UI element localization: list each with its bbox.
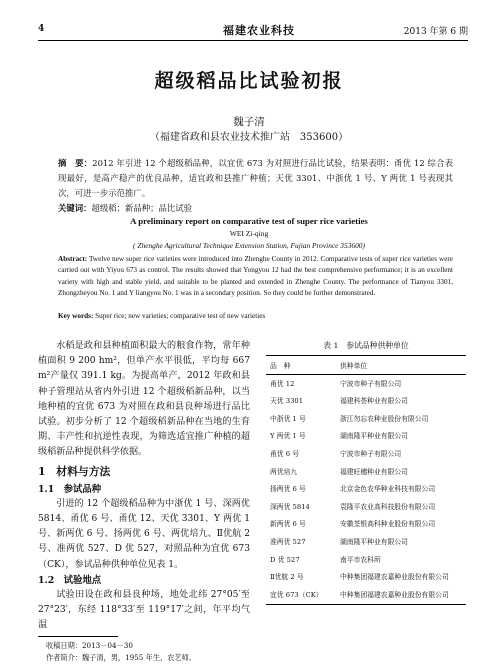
table-cell-variety: 甬优 6 号 — [270, 449, 300, 458]
table-row — [266, 393, 466, 411]
footnote — [46, 640, 196, 664]
test-site-paragraph: 试验田设在政和县良种场，地处北纬 27°05′至 27°23′，东经 118°33′至 119°17′之间，年平均气温 — [38, 590, 250, 631]
table-cell-variety: 宜优 673（CK） — [266, 586, 336, 604]
footnote-received-date: 收稿日期：2013－04－30 — [46, 641, 133, 650]
table-cell-supplier: 福建科荟种业有限公司 — [340, 397, 408, 406]
table-row — [266, 410, 466, 428]
keywords-cn — [58, 202, 453, 214]
english-abstract — [58, 254, 453, 300]
table-cell-supplier: 袁隆平农业高科技股份有限公司 — [340, 502, 436, 511]
table-cell-variety: 深两优 5814 — [270, 502, 310, 511]
table-row — [266, 516, 466, 534]
table-cell-supplier: 北京金色农华种业科技有限公司 — [340, 485, 436, 494]
table-cell-variety: 新两优 6 号 — [270, 520, 306, 529]
table-caption: 表 1 参试品种供种单位 — [323, 341, 409, 350]
author-name: 魏子清 — [233, 116, 265, 128]
table-cell-supplier: 安徽荃银高科种业股份有限公司 — [340, 520, 436, 529]
body-column-left — [38, 339, 250, 634]
table-cell-supplier: 福建旺穗种业有限公司 — [340, 467, 408, 476]
table-row — [266, 428, 466, 446]
table-cell-supplier: 湖南隆平种业有限公司 — [340, 432, 408, 441]
table-cell-variety: 天优 3301 — [270, 397, 304, 406]
table-row — [266, 551, 466, 569]
table-row — [266, 463, 466, 481]
table-cell-supplier: 宁波市种子有限公司 — [340, 449, 402, 458]
table-cell-variety: Ⅱ优航 2 号 — [270, 573, 304, 582]
footnote-author-info: 作者简介：魏子清，男，1955 年生，农艺师。 — [46, 653, 196, 662]
footnote-rule — [38, 636, 118, 637]
intro-paragraph: 水稻是政和县种植面积最大的粮食作物，常年种植面积 9 200 hm²，但单产水平很低，平均每 667 m²产量仅 391.1 kg。为提高单产，2012 年政和县种子管理站从省内外引进 12 个超级稻新品种，以当地种植的宜优 673 为对照在政和县良种场进行品比试验。初步分析了 12 个超级稻新品种在当地的生育期、丰产性和抗逆性表现，为筛选适宜推广种植的超级稻新品种提供科学依据。 — [38, 341, 250, 458]
keywords-cn-text: 超级稻；新品种；品比试验 — [91, 203, 192, 213]
section-heading-materials-methods: 1 材料与方法 — [38, 464, 111, 478]
supplier-table — [266, 355, 466, 605]
table-row — [266, 533, 466, 551]
english-keywords-text: Super rice; new varieties; comparative test of new varieties — [93, 312, 266, 320]
table-row — [266, 375, 466, 393]
table-row — [266, 481, 466, 499]
author-affiliation: （福建省政和县农业技术推广站 353600） — [149, 132, 349, 143]
table-cell-variety: 两优培九 — [270, 467, 298, 476]
keywords-cn-label: 关键词： — [58, 203, 92, 213]
table-cell-variety: 中浙优 1 号 — [270, 414, 306, 423]
table-row — [266, 445, 466, 463]
table-row — [266, 586, 466, 604]
table-cell-variety: 准两优 527 — [270, 537, 306, 546]
table-cell-supplier: 中种集团福建农嘉种业股份有限公司 — [336, 586, 466, 604]
table-cell-variety: D 优 527 — [270, 555, 300, 564]
table-cell-supplier: 浙江勿忘农种业股份有限公司 — [340, 414, 429, 423]
running-header — [38, 22, 468, 38]
table-cell-variety: 甬优 12 — [270, 379, 295, 388]
english-abstract-text: Twelve new super rice varieties were introduced into Zhenghe County in 2012. Comparative tests of super rice varieties were carried out with Yiyou 673 as control. The results showed that Yongyou 12 had the best comprehensive performance; it is an excellent variety with high and stable yield, and suitable to be planted and extended in Zhenghe County. The performance of Tianyou 3301, Zhongzheyou No. 1 and Y liangyou No. 1 was in a secondary position. So they could be further demonstrated. — [58, 255, 453, 298]
subsection-heading-test-site: 1.2 试验地点 — [38, 574, 102, 586]
header-rule — [38, 40, 468, 41]
table-header-variety: 品 种 — [266, 356, 336, 375]
abstract-cn-text: 2012 年引进 12 个超级稻品种，以宜优 673 为对照进行品比试验，结果表明：甬优 12 综合表现最好，是高产稳产的优良品种，适宜政和县推广种植；天优 3301、中浙优 1 号、Y 两优 1 号表现其次，可进一步示范推广。 — [58, 158, 453, 198]
paper-title: 超级稻品比试验初报 — [154, 70, 344, 92]
issue-label: 2013 年第 6 期 — [403, 27, 468, 37]
page-number: 4 — [38, 24, 45, 34]
english-keywords — [58, 312, 453, 320]
english-affiliation: ( Zhenghe Agricultural Technique Extension Station, Fujian Province 353600) — [133, 241, 365, 250]
english-title: A preliminary report on comparative test of super rice varieties — [130, 216, 368, 226]
table-cell-variety: 扬两优 6 号 — [270, 485, 306, 494]
table-cell-supplier: 中种集团福建农嘉种业股份有限公司 — [340, 573, 449, 582]
english-keywords-label: Key words: — [58, 312, 94, 320]
subsection-heading-varieties: 1.1 参试品种 — [38, 483, 102, 495]
journal-name: 福建农业科技 — [223, 24, 295, 37]
english-abstract-label: Abstract: — [58, 255, 88, 263]
varieties-paragraph: 引进的 12 个超级稻品种为中浙优 1 号、深两优 5814、甬优 6 号、甬优 12、天优 3301、Y 两优 1 号、新两优 6 号、扬两优 6 号、两优培九、Ⅱ优航 2 号、准两优 527、D 优 527，对照品种为宜优 673（CK），参试品种供种单位见表 1。 — [38, 498, 250, 570]
table-row — [266, 569, 466, 587]
english-author: WEI Zi-qing — [229, 229, 269, 238]
table-cell-supplier: 南平市农科所 — [340, 555, 381, 564]
table-cell-supplier: 湖南隆平种业有限公司 — [340, 537, 408, 546]
table-cell-variety: Y 两优 1 号 — [270, 432, 306, 441]
table-row — [266, 498, 466, 516]
table-header-row — [266, 356, 466, 375]
abstract-cn — [58, 156, 453, 201]
table-header-supplier: 供种单位 — [336, 356, 466, 375]
abstract-cn-label: 摘 要： — [58, 158, 93, 168]
table-cell-supplier: 宁波市种子有限公司 — [340, 379, 402, 388]
